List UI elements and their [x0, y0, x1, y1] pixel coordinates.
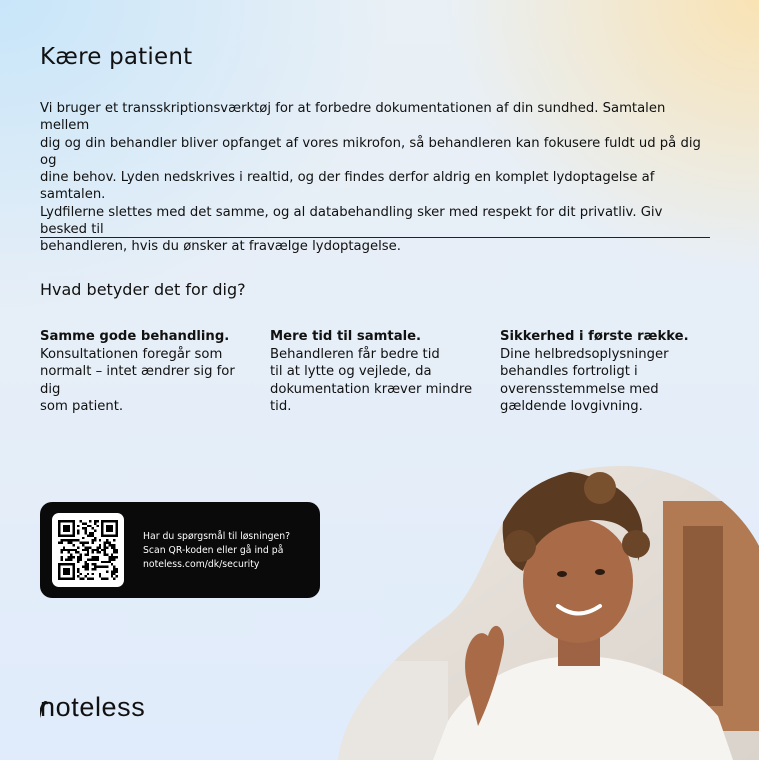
benefit-column-security: [500, 328, 715, 416]
divider: [40, 237, 710, 238]
benefit-heading: Sikkerhed i første række.: [500, 329, 689, 344]
benefit-column-same-care: [40, 328, 255, 416]
benefit-line: gældende lovgivning.: [500, 399, 643, 415]
qr-info-card: [40, 502, 320, 598]
benefit-line: som patient.: [40, 399, 124, 415]
intro-line: behandleren, hvis du ønsker at fravælge lydoptagelse.: [40, 239, 401, 255]
benefit-line: tid.: [270, 399, 292, 415]
benefit-line: behandles fortroligt i: [500, 364, 638, 380]
benefit-line: Behandleren får bedre tid: [270, 346, 440, 362]
benefit-column-more-time: [270, 328, 485, 416]
intro-line: Vi bruger et transskriptionsværktøj for at forbedre dokumentationen af din sundhed. Samtalen mellem: [40, 101, 666, 134]
qr-code-icon[interactable]: [52, 513, 124, 587]
qr-question: Har du spørgsmål til løsningen?: [143, 531, 291, 542]
qr-instructions: [143, 530, 290, 572]
benefit-line: Dine helbredsoplysninger: [500, 346, 669, 362]
benefit-line: overensstemmelse med: [500, 381, 659, 397]
security-link[interactable]: noteless.com/dk/security: [143, 559, 260, 570]
benefit-line: Konsultationen foregår som: [40, 346, 223, 362]
intro-paragraph: [40, 100, 710, 256]
noteless-logo: [40, 690, 180, 728]
benefit-heading: Mere tid til samtale.: [270, 329, 422, 344]
benefit-line: til at lytte og vejlede, da: [270, 364, 432, 380]
benefit-line: normalt – intet ændrer sig for dig: [40, 364, 235, 397]
benefit-heading: Samme gode behandling.: [40, 329, 230, 344]
page-title: Kære patient: [40, 44, 193, 70]
svg-text:noteless: noteless: [40, 692, 146, 722]
section-title: Hvad betyder det for dig?: [40, 280, 246, 299]
benefit-line: dokumentation kræver mindre: [270, 381, 473, 397]
intro-line: dig og din behandler bliver opfanget af vores mikrofon, så behandleren kan fokusere fuldt ud på dig og: [40, 135, 701, 168]
intro-line: dine behov. Lyden nedskrives i realtid, og der findes derfor aldrig en komplet lydoptagelse af samtalen.: [40, 170, 655, 203]
intro-line: Lydfilerne slettes med det samme, og al databehandling sker med respekt for dit privatliv. Giv besked til: [40, 204, 663, 238]
patient-photo: [338, 466, 759, 760]
qr-instruction: Scan QR-koden eller gå ind på: [143, 545, 284, 556]
